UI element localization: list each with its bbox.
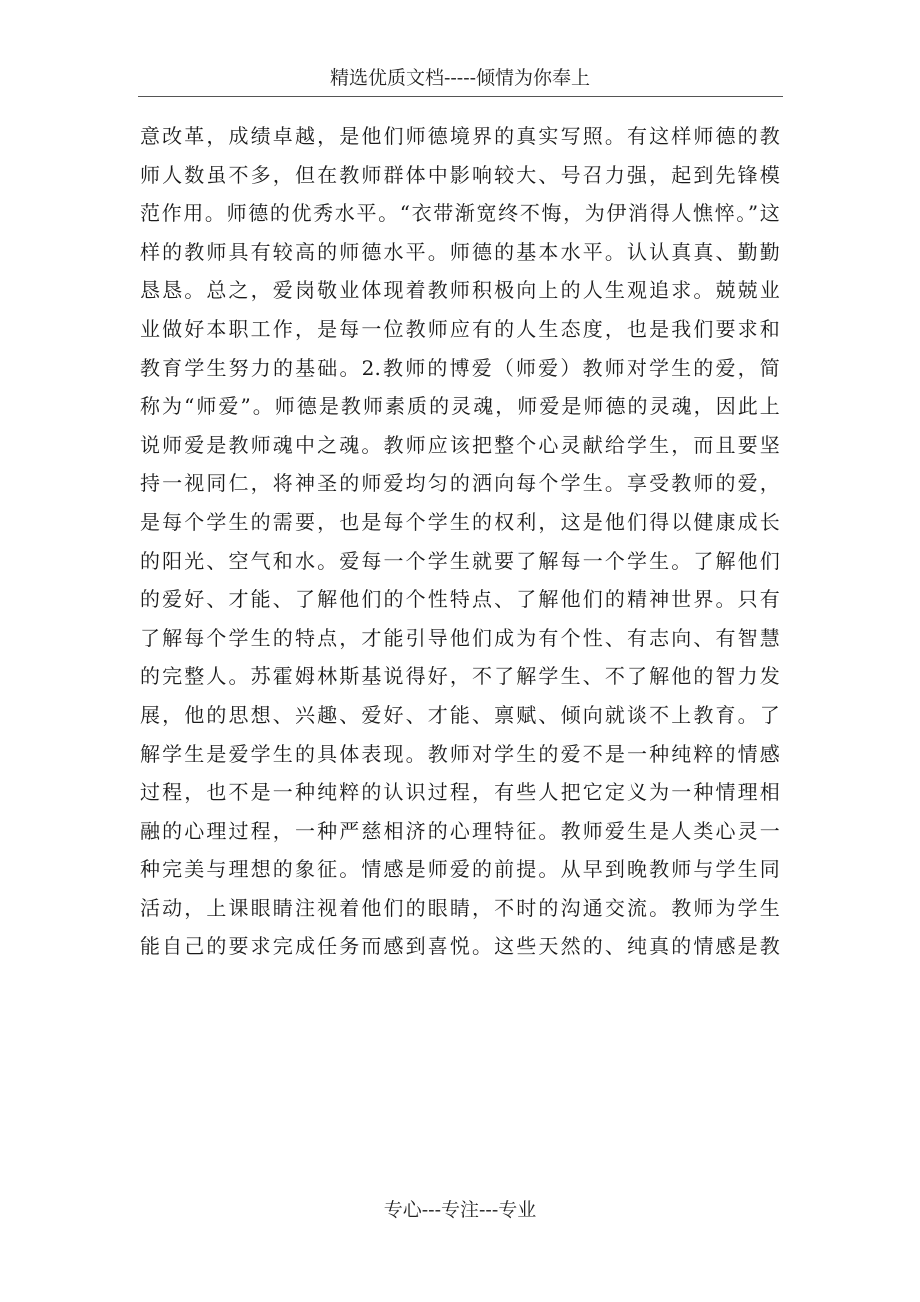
page-header: 精选优质文档-----倾情为你奉上 bbox=[329, 67, 591, 89]
body-line: 称为“师爱”。师德是教师素质的灵魂，师爱是师德的灵魂，因此上 bbox=[140, 394, 780, 419]
body-line: 持一视同仁，将神圣的师爱均匀的洒向每个学生。享受教师的爱， bbox=[140, 471, 780, 496]
body-line: 解学生是爱学生的具体表现。教师对学生的爱不是一种纯粹的情感 bbox=[140, 741, 780, 766]
body-line: 了解每个学生的特点，才能引导他们成为有个性、有志向、有智慧 bbox=[140, 625, 780, 650]
body-line: 样的教师具有较高的师德水平。师德的基本水平。认认真真、勤勤 bbox=[140, 239, 780, 264]
body-line: 能自己的要求完成任务而感到喜悦。这些天然的、纯真的情感是教 bbox=[140, 934, 780, 959]
document-body bbox=[140, 117, 780, 966]
body-line: 的阳光、空气和水。爱每一个学生就要了解每一个学生。了解他们 bbox=[140, 548, 780, 573]
page-footer: 专心---专注---专业 bbox=[383, 1199, 537, 1221]
body-line: 恳恳。总之，爱岗敬业体现着教师积极向上的人生观追求。兢兢业 bbox=[140, 278, 780, 303]
body-line: 业做好本职工作，是每一位教师应有的人生态度，也是我们要求和 bbox=[140, 316, 780, 341]
body-line: 活动，上课眼睛注视着他们的眼睛，不时的沟通交流。教师为学生 bbox=[140, 895, 780, 920]
body-line: 的完整人。苏霍姆林斯基说得好，不了解学生、不了解他的智力发 bbox=[140, 664, 780, 689]
header-divider bbox=[138, 96, 783, 97]
body-line: 的爱好、才能、了解他们的个性特点、了解他们的精神世界。只有 bbox=[140, 587, 780, 612]
body-line: 过程，也不是一种纯粹的认识过程，有些人把它定义为一种情理相 bbox=[140, 780, 780, 805]
body-line: 融的心理过程，一种严慈相济的心理特征。教师爱生是人类心灵一 bbox=[140, 818, 780, 843]
body-line: 教育学生努力的基础。2.教师的博爱（师爱）教师对学生的爱，简 bbox=[140, 355, 780, 380]
body-line: 范作用。师德的优秀水平。“衣带渐宽终不悔，为伊消得人憔悴。”这 bbox=[140, 201, 780, 226]
body-line: 师人数虽不多，但在教师群体中影响较大、号召力强，起到先锋模 bbox=[140, 162, 780, 187]
body-line: 意改革，成绩卓越，是他们师德境界的真实写照。有这样师德的教 bbox=[140, 124, 780, 148]
body-line: 种完美与理想的象征。情感是师爱的前提。从早到晚教师与学生同 bbox=[140, 857, 780, 882]
body-line: 展，他的思想、兴趣、爱好、才能、禀赋、倾向就谈不上教育。了 bbox=[140, 702, 780, 727]
body-line: 是每个学生的需要，也是每个学生的权利，这是他们得以健康成长 bbox=[140, 509, 780, 534]
body-line: 说师爱是教师魂中之魂。教师应该把整个心灵献给学生，而且要坚 bbox=[140, 432, 780, 457]
